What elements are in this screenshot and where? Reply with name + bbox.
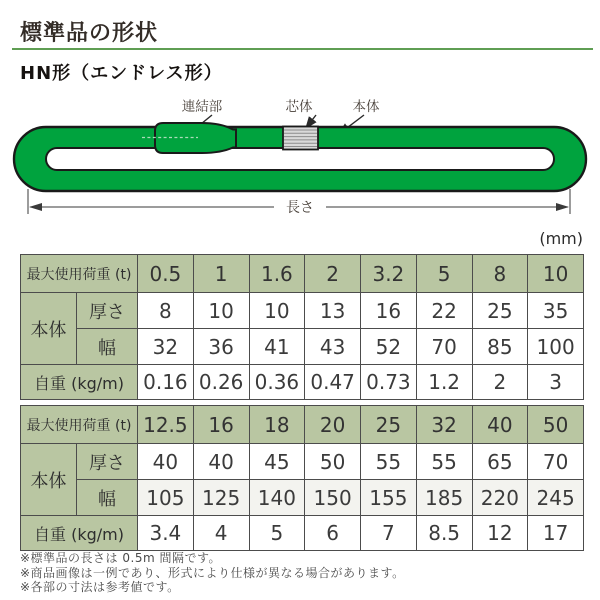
body-label: 本体 bbox=[352, 99, 380, 115]
body-header: 本体 bbox=[21, 444, 77, 516]
unit-weight-value: 1.2 bbox=[416, 365, 472, 400]
thickness-value: 65 bbox=[472, 444, 528, 480]
unit-note: (mm) bbox=[539, 229, 583, 248]
spec-table-small-sizes bbox=[20, 254, 584, 400]
footnote: ※各部の寸法は参考値です。 bbox=[20, 580, 180, 594]
unit-weight-value: 12 bbox=[472, 516, 528, 551]
unit-weight-value: 6 bbox=[305, 516, 361, 551]
thickness-value: 16 bbox=[361, 293, 417, 329]
width-value: 245 bbox=[528, 480, 584, 516]
thickness-value: 55 bbox=[416, 444, 472, 480]
thickness-value: 22 bbox=[416, 293, 472, 329]
max-load-value: 1 bbox=[193, 255, 249, 293]
length-arrow-right bbox=[556, 203, 569, 211]
unit-weight-value: 3 bbox=[528, 365, 584, 400]
footnotes bbox=[20, 551, 405, 595]
thickness-value: 10 bbox=[193, 293, 249, 329]
max-load-value: 8 bbox=[472, 255, 528, 293]
table-row bbox=[21, 516, 584, 551]
width-value: 140 bbox=[249, 480, 305, 516]
footnote: ※標準品の長さは 0.5m 間隔です。 bbox=[20, 551, 221, 565]
width-value: 85 bbox=[472, 329, 528, 365]
max-load-header: 最大使用荷重 (t) bbox=[21, 255, 138, 293]
table-row bbox=[21, 255, 584, 293]
width-value: 150 bbox=[305, 480, 361, 516]
unit-weight-value: 17 bbox=[528, 516, 584, 551]
max-load-value: 50 bbox=[528, 406, 584, 444]
max-load-value: 40 bbox=[472, 406, 528, 444]
width-value: 36 bbox=[193, 329, 249, 365]
unit-weight-value: 4 bbox=[193, 516, 249, 551]
max-load-value: 0.5 bbox=[138, 255, 194, 293]
max-load-value: 2 bbox=[305, 255, 361, 293]
unit-weight-value: 7 bbox=[361, 516, 417, 551]
connector-label: 連結部 bbox=[181, 99, 223, 115]
max-load-value: 10 bbox=[528, 255, 584, 293]
unit-weight-value: 0.16 bbox=[138, 365, 194, 400]
width-value: 70 bbox=[416, 329, 472, 365]
body-header: 本体 bbox=[21, 293, 77, 365]
connector-sleeve bbox=[155, 123, 236, 153]
core-section bbox=[283, 127, 318, 150]
thickness-header: 厚さ bbox=[77, 293, 138, 329]
thickness-value: 40 bbox=[138, 444, 194, 480]
width-value: 32 bbox=[138, 329, 194, 365]
table-row bbox=[21, 293, 584, 329]
thickness-value: 40 bbox=[193, 444, 249, 480]
unit-weight-value: 0.26 bbox=[193, 365, 249, 400]
spec-table-large-sizes bbox=[20, 405, 584, 551]
section-subtitle: HN形（エンドレス形） bbox=[20, 63, 223, 84]
thickness-value: 10 bbox=[249, 293, 305, 329]
table-row bbox=[21, 406, 584, 444]
unit-weight-value: 3.4 bbox=[138, 516, 194, 551]
width-value: 41 bbox=[249, 329, 305, 365]
unit-weight-value: 0.73 bbox=[361, 365, 417, 400]
sling-inner-hole bbox=[46, 148, 554, 170]
thickness-value: 13 bbox=[305, 293, 361, 329]
endless-sling-diagram bbox=[0, 92, 600, 224]
max-load-value: 3.2 bbox=[361, 255, 417, 293]
thickness-value: 35 bbox=[528, 293, 584, 329]
width-value: 220 bbox=[472, 480, 528, 516]
max-load-value: 16 bbox=[193, 406, 249, 444]
thickness-value: 55 bbox=[361, 444, 417, 480]
unit-weight-value: 5 bbox=[249, 516, 305, 551]
width-value: 125 bbox=[193, 480, 249, 516]
width-header: 幅 bbox=[77, 329, 138, 365]
length-arrow-left bbox=[29, 203, 42, 211]
unit-weight-value: 0.47 bbox=[305, 365, 361, 400]
footnote: ※商品画像は一例であり、形式により仕様が異なる場合があります。 bbox=[20, 565, 405, 580]
thickness-value: 8 bbox=[138, 293, 194, 329]
max-load-value: 18 bbox=[249, 406, 305, 444]
thickness-value: 70 bbox=[528, 444, 584, 480]
width-value: 105 bbox=[138, 480, 194, 516]
thickness-value: 45 bbox=[249, 444, 305, 480]
unit-weight-value: 0.36 bbox=[249, 365, 305, 400]
table-row bbox=[21, 444, 584, 480]
core-label: 芯体 bbox=[285, 99, 313, 115]
width-header: 幅 bbox=[77, 480, 138, 516]
length-label: 長さ bbox=[286, 200, 314, 216]
title-underline-rule bbox=[12, 48, 593, 50]
max-load-value: 5 bbox=[416, 255, 472, 293]
table-row bbox=[21, 329, 584, 365]
width-value: 43 bbox=[305, 329, 361, 365]
unit-weight-value: 8.5 bbox=[416, 516, 472, 551]
thickness-value: 25 bbox=[472, 293, 528, 329]
max-load-value: 25 bbox=[361, 406, 417, 444]
width-value: 52 bbox=[361, 329, 417, 365]
width-value: 185 bbox=[416, 480, 472, 516]
max-load-value: 32 bbox=[416, 406, 472, 444]
page-title: 標準品の形状 bbox=[20, 21, 159, 46]
unit-weight-header: 自重 (kg/m) bbox=[21, 516, 138, 551]
max-load-value: 1.6 bbox=[249, 255, 305, 293]
width-value: 155 bbox=[361, 480, 417, 516]
table-row bbox=[21, 480, 584, 516]
max-load-value: 20 bbox=[305, 406, 361, 444]
thickness-header: 厚さ bbox=[77, 444, 138, 480]
unit-weight-header: 自重 (kg/m) bbox=[21, 365, 138, 400]
thickness-value: 50 bbox=[305, 444, 361, 480]
width-value: 100 bbox=[528, 329, 584, 365]
max-load-header: 最大使用荷重 (t) bbox=[21, 406, 138, 444]
unit-weight-value: 2 bbox=[472, 365, 528, 400]
table-row bbox=[21, 365, 584, 400]
max-load-value: 12.5 bbox=[138, 406, 194, 444]
